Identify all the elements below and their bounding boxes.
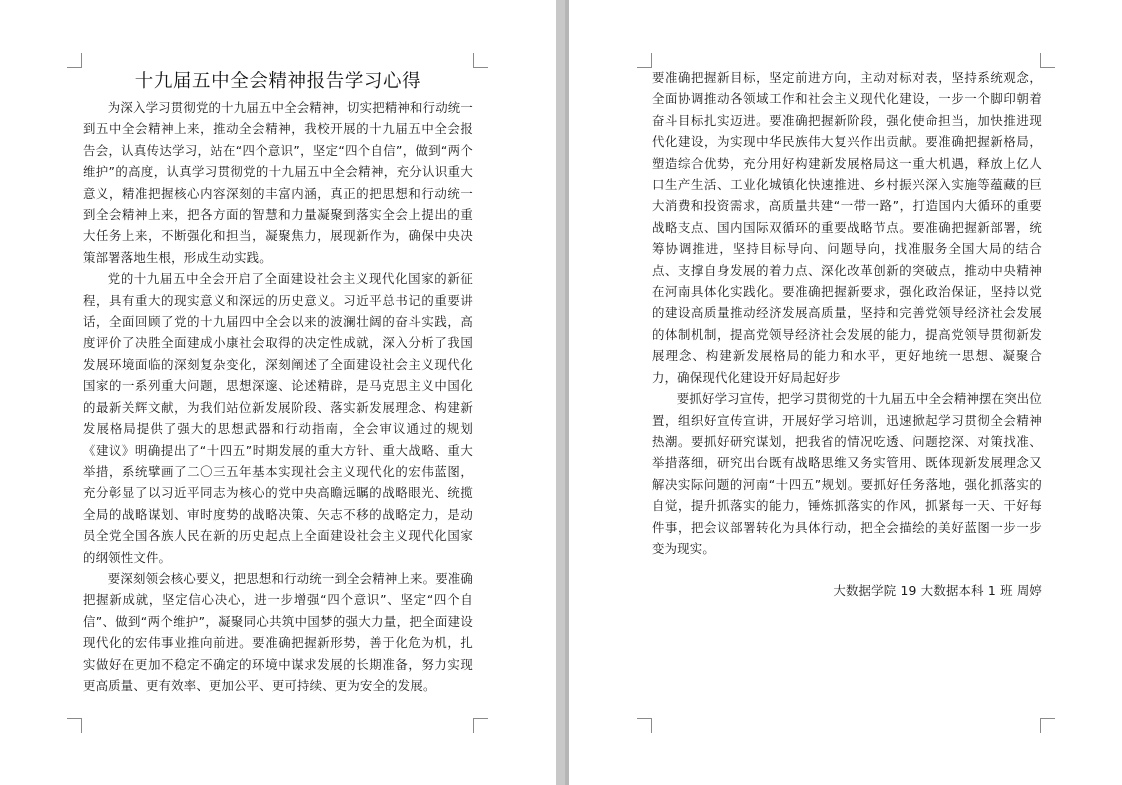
paragraph-3[interactable]: 要深刻领会核心要义，把思想和行动统一到全会精神上来。要准确把握新成就，坚定信心决心，进一步增强“四个意识”、坚定“四个自信”、做到“两个维护”，凝聚同心共筑中国梦的强大力量，把全面建设现代化的宏伟事业推向前进。要准确把握新形势，善于化危为机，扎实做好在更加不稳定不确定的环境中谋求发展的长期准备，努力实现更高质量、更有效率、更加公平、更可持续、更为安全的发展。	[83, 570, 473, 693]
author-signature[interactable]: 大数据学院 19 大数据本科 1 班 周婷	[833, 583, 1042, 599]
crop-mark-top-right	[1040, 53, 1055, 68]
left-page-text[interactable]	[83, 67, 473, 696]
crop-mark-bottom-left	[637, 718, 652, 733]
paragraph-3-continued[interactable]: 要准确把握新目标，坚定前进方向，主动对标对表，坚持系统观念，全面协调推动各领域工作和社会主义现代化建设，一步一个脚印朝着奋斗目标扎实迈进。要准确把握新阶段，强化使命担当，加快推进现代化建设，为实现中华民族伟大复兴作出贡献。要准确把握新格局，塑造综合优势，充分用好构建新发展格局这一重大机遇，释放上亿人口生产生活、工业化城镇化快速推进、乡村振兴深入实施等蕴藏的巨大消费和投资需求，高质量共建“一带一路”，打造国内大循环的重要战略支点、国内国际双循环的重要战略节点。要准确把握新部署，统筹协调推进，坚持目标导向、问题导向，找准服务全国大局的结合点、支撑自身发展的着力点、深化改革创新的突破点，推动中央精神在河南具体化实践化。要准确把握新要求，强化政治保证，坚持以党的建设高质量推动经济发展高质量，坚持和完善党领导经济社会发展的体制机制，提高党领导经济社会发展的能力，提高党领导贯彻新发展理念、构建新发展格局的能力和水平，更好地统一思想、凝聚合力，确保现代化建设开好局起好步	[652, 70, 1042, 385]
document-title[interactable]: 十九届五中全会精神报告学习心得	[134, 71, 422, 92]
crop-mark-top-right	[473, 53, 488, 68]
crop-mark-top-left	[67, 53, 82, 68]
crop-mark-top-left	[637, 53, 652, 68]
crop-mark-bottom-left	[67, 718, 82, 733]
crop-mark-bottom-right	[473, 718, 488, 733]
paragraph-4[interactable]: 要抓好学习宣传，把学习贯彻党的十九届五中全会精神摆在突出位置，组织好宣传宣讲，开展好学习培训，迅速掀起学习贯彻全会精神热潮。要抓好研究谋划，把我省的情况吃透、问题挖深、对策找准、举措落细，研究出台既有战略思维又务实管用、既体现新发展理念又解决实际问题的河南“十四五”规划。要抓好任务落地，强化抓落实的自觉，提升抓落实的能力，锤炼抓落实的作风，抓紧每一天、干好每件事，把会议部署转化为具体行动，把全会描绘的美好蓝图一步一步变为现实。	[652, 391, 1042, 556]
paragraph-1[interactable]: 为深入学习贯彻党的十九届五中全会精神，切实把精神和行动统一到五中全会精神上来，推动全会精神，我校开展的十九届五中全会报告会，认真传达学习，站在“四个意识”，坚定“四个自信”，做到“两个维护”的高度，认真学习贯彻党的十九届五中全会精神，充分认识重大意义，精准把握核心内容深刻的丰富内涵，真正的把思想和行动统一到全会精神上来，把各方面的智慧和力量凝聚到落实全会上提出的重大任务上来，不断强化和担当，凝聚焦力，展现新作为，确保中央决策部署落地生根，形成生动实践。	[83, 100, 473, 265]
paragraph-2[interactable]: 党的十九届五中全会开启了全面建设社会主义现代化国家的新征程，具有重大的现实意义和深远的历史意义。习近平总书记的重要讲话，全面回顾了党的十九届四中全会以来的波澜壮阔的奋斗实践，高度评价了决胜全面建成小康社会取得的决定性成就，深入分析了我国发展环境面临的深刻复杂变化，深刻阐述了全面建设社会主义现代化国家的一系列重大问题，思想深邃、论述精辟，是马克思主义中国化的最新关辉文献，为我们站位新发展阶段、落实新发展理念、构建新发展格局提供了强大的思想武器和行动指南，全会审议通过的规划《建议》明确提出了“十四五”时期发展的重大方针、重大战略、重大举措，系统擘画了二〇三五年基本实现社会主义现代化的宏伟蓝图，充分彰显了以习近平同志为核心的党中央高瞻远瞩的战略眼光、统揽全局的战略谋划、审时度势的战略决策、矢志不移的战略定力，是动员全党全国各族人民在新的历史起点上全面建设社会主义现代化国家的纲领性文件。	[83, 271, 473, 565]
crop-mark-bottom-right	[1040, 718, 1055, 733]
right-page-text[interactable]	[652, 67, 1042, 614]
